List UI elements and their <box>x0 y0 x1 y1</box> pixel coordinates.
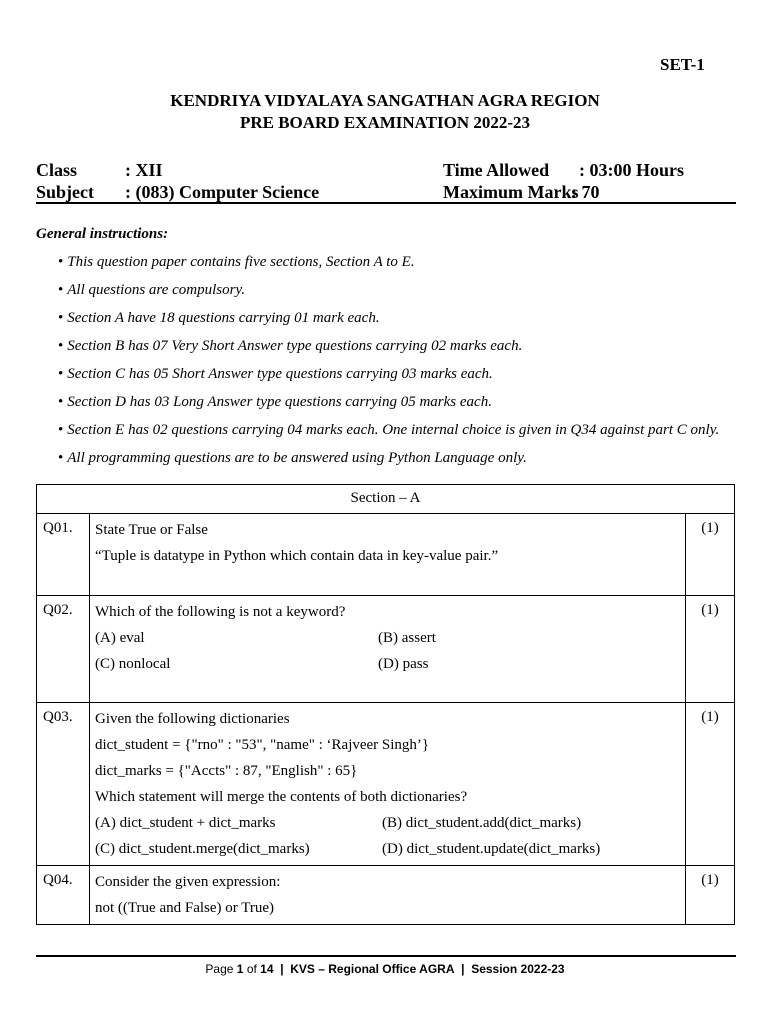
question-row-q02 <box>37 596 735 703</box>
option-c: (C) nonlocal <box>95 656 171 672</box>
marks-value: : 70 <box>571 182 600 202</box>
question-text: Consider the given expression: <box>95 874 281 890</box>
subject-value: : (083) Computer Science <box>125 182 320 202</box>
time-value: : 03:00 Hours <box>579 160 684 180</box>
question-marks: (1) <box>686 866 735 925</box>
question-body <box>90 866 686 925</box>
option-b: (B) dict_student.add(dict_marks) <box>382 815 582 831</box>
code-line: dict_marks = {"Accts" : 87, "English" : 65} <box>95 763 358 779</box>
option-row <box>95 654 685 680</box>
option-b: (B) assert <box>378 630 436 646</box>
question-row-q04 <box>37 866 735 925</box>
option-d: (D) pass <box>378 656 429 672</box>
footer-office: KVS – Regional Office AGRA <box>290 962 455 976</box>
bullet-icon: • <box>58 394 64 410</box>
option-row <box>95 813 685 839</box>
question-number: Q04. <box>37 866 90 925</box>
question-table <box>36 484 735 925</box>
bullet-icon: • <box>58 254 64 270</box>
question-number: Q03. <box>37 703 90 866</box>
class-label: Class <box>36 160 78 180</box>
instruction-item: • All programming questions are to be answered using Python Language only. <box>58 450 527 466</box>
exam-title: PRE BOARD EXAMINATION 2022-23 <box>239 113 531 132</box>
instruction-item: • Section A have 18 questions carrying 01 mark each. <box>58 310 380 326</box>
question-row-q03 <box>37 703 735 866</box>
question-number: Q01. <box>37 514 90 596</box>
question-row-q01 <box>37 514 735 596</box>
instruction-item: • Section E has 02 questions carrying 04 marks each. One internal choice is given in Q34 against part C only. <box>58 422 720 438</box>
bullet-icon: • <box>58 366 64 382</box>
option-a: (A) dict_student + dict_marks <box>95 815 276 831</box>
question-expression: not ((True and False) or True) <box>95 900 275 916</box>
option-c: (C) dict_student.merge(dict_marks) <box>95 841 310 857</box>
question-body <box>90 596 686 703</box>
time-label: Time Allowed <box>443 160 550 180</box>
subject-label: Subject <box>36 182 94 202</box>
option-row <box>95 628 685 654</box>
bullet-icon: • <box>58 422 64 438</box>
question-number: Q02. <box>37 596 90 703</box>
bullet-icon: • <box>58 282 64 298</box>
org-title: KENDRIYA VIDYALAYA SANGATHAN AGRA REGION <box>170 91 600 110</box>
page-total: 14 <box>260 962 274 976</box>
instruction-item: • Section D has 03 Long Answer type questions carrying 05 marks each. <box>58 394 492 410</box>
question-statement: “Tuple is datatype in Python which contain data in key-value pair.” <box>95 548 499 564</box>
instruction-item: • Section B has 07 Very Short Answer type questions carrying 02 marks each. <box>58 338 523 354</box>
header-divider <box>36 202 736 204</box>
class-value: : XII <box>125 160 163 180</box>
instruction-item: • This question paper contains five sections, Section A to E. <box>58 254 415 270</box>
question-marks: (1) <box>686 596 735 703</box>
set-label: SET-1 <box>660 55 705 74</box>
instruction-item: • All questions are compulsory. <box>58 282 246 298</box>
page-number: 1 <box>236 962 244 976</box>
bullet-icon: • <box>58 450 64 466</box>
question-prompt: Which statement will merge the contents of both dictionaries? <box>95 789 468 805</box>
section-title: Section – A <box>37 485 735 514</box>
question-marks: (1) <box>686 703 735 866</box>
question-marks: (1) <box>686 514 735 596</box>
question-body <box>90 514 686 596</box>
option-d: (D) dict_student.update(dict_marks) <box>382 841 601 857</box>
question-text: Given the following dictionaries <box>95 711 290 727</box>
question-text: State True or False <box>95 522 208 538</box>
option-a: (A) eval <box>95 630 145 646</box>
page-footer: Page 1 of 14 | KVS – Regional Office AGRA | Session 2022-23 <box>205 962 565 976</box>
footer-session: Session 2022-23 <box>471 962 565 976</box>
footer-divider <box>36 955 736 957</box>
question-body <box>90 703 686 866</box>
instruction-item: • Section C has 05 Short Answer type questions carrying 03 marks each. <box>58 366 493 382</box>
question-text: Which of the following is not a keyword? <box>95 604 346 620</box>
instructions-heading: General instructions: <box>36 226 169 242</box>
option-row <box>95 839 685 865</box>
bullet-icon: • <box>58 338 64 354</box>
marks-label: Maximum Marks <box>443 182 579 202</box>
code-line: dict_student = {"rno" : "53", "name" : ‘Rajveer Singh’} <box>95 737 430 753</box>
bullet-icon: • <box>58 310 64 326</box>
